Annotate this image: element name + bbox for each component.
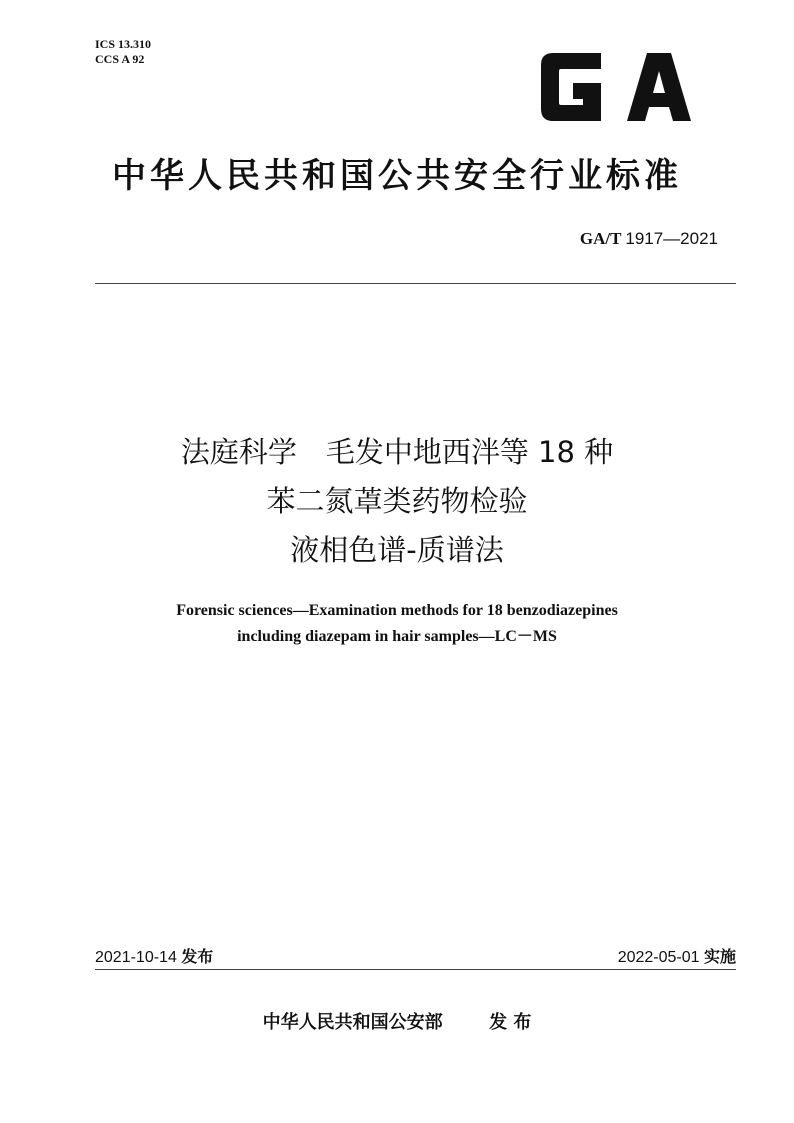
release-date xyxy=(95,944,213,967)
ga-logo xyxy=(539,47,693,127)
standard-category-title: 中华人民共和国公共安全行业标准 xyxy=(112,156,682,196)
release-label: 发布 xyxy=(181,947,214,966)
zh-title-line-3: 液相色谱-质谱法 xyxy=(290,533,504,567)
ics-code: ICS 13.310 xyxy=(95,37,152,51)
bottom-divider xyxy=(95,969,736,970)
release-date-value: 2021-10-14 xyxy=(95,949,177,966)
zh-title-line-1: 法庭科学 毛发中地西泮等 18 种 xyxy=(180,435,614,469)
issuer xyxy=(0,1008,794,1034)
issuer-action: 发 布 xyxy=(489,1012,532,1033)
en-title-line-1: Forensic sciences—Examination methods for 18 benzodiazepines xyxy=(176,602,618,619)
issuer-name: 中华人民共和国公安部 xyxy=(262,1012,443,1033)
zh-title-line-2: 苯二氮䓬类药物检验 xyxy=(266,484,528,518)
implement-date-value: 2022-05-01 xyxy=(617,949,700,966)
implement-label: 实施 xyxy=(703,947,736,966)
standard-code-prefix: GA/T xyxy=(579,229,622,248)
top-divider xyxy=(95,283,736,284)
classification-codes xyxy=(95,37,151,67)
ccs-code: CCS A 92 xyxy=(95,52,145,66)
standard-number xyxy=(580,229,718,249)
implement-date xyxy=(618,944,736,967)
en-title-line-2: including diazepam in hair samples—LC－MS xyxy=(237,628,557,645)
standard-code-number: 1917—2021 xyxy=(625,229,718,248)
